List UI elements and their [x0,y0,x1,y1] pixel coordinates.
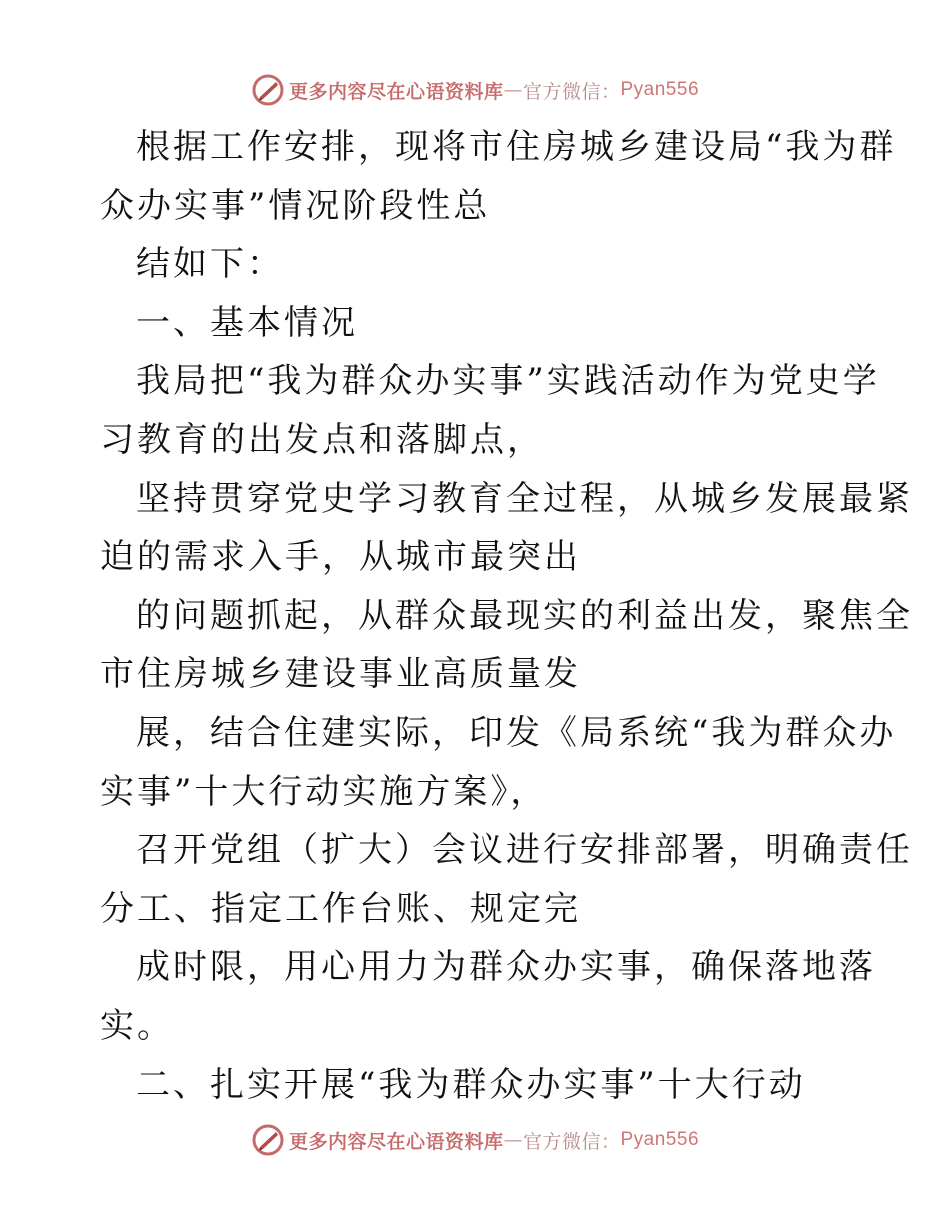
watermark-dash: — [503,79,523,101]
section-heading: 二、扎实开展“我为群众办实事”十大行动 [136,1064,806,1105]
watermark-wechat-id: Pyan556 [620,1129,700,1150]
text-line: 结如下： [136,244,284,285]
section-heading: 一、基本情况 [136,302,358,343]
text-line: 根据工作安排，现将市住房城乡建设局“我为群 [136,127,897,167]
text-line: 迫的需求入手，从城市最突出 [100,537,581,578]
footer-watermark [0,1120,950,1160]
watermark-official-label: 官方微信： [522,80,621,103]
text-line: 众办实事”情况阶段性总 [100,185,491,226]
text-line: 实事”十大行动实施方案》， [100,771,548,812]
header-watermark [0,70,950,110]
text-line: 展，结合住建实际，印发《局系统“我为群众办 [136,712,897,753]
watermark-logo-icon [251,73,285,107]
document-body [100,118,913,1114]
text-line: 分工、指定工作台账、规定完 [100,888,581,929]
watermark-site-text: 更多内容尽在心语资料库 [288,80,504,103]
text-line: 市住房城乡建设事业高质量发 [100,654,581,695]
text-line: 的问题抓起，从群众最现实的利益出发，聚焦全 [136,595,913,636]
text-line: 成时限，用心用力为群众办实事，确保落地落 [136,947,876,988]
watermark-logo-icon [251,1123,285,1157]
text-line: 召开党组（扩大）会议进行安排部署，明确责任 [136,830,913,871]
text-line: 实。 [100,1005,174,1046]
text-line: 我局把“我为群众办实事”实践活动作为党史学 [136,361,880,402]
text-line: 坚持贯穿党史学习教育全过程，从城乡发展最紧 [136,478,913,519]
watermark-dash: — [503,1129,523,1151]
watermark-official-label: 官方微信： [522,1130,621,1153]
watermark-wechat-id: Pyan556 [620,79,700,100]
text-line: 习教育的出发点和落脚点， [100,419,544,460]
watermark-site-text: 更多内容尽在心语资料库 [288,1130,504,1153]
